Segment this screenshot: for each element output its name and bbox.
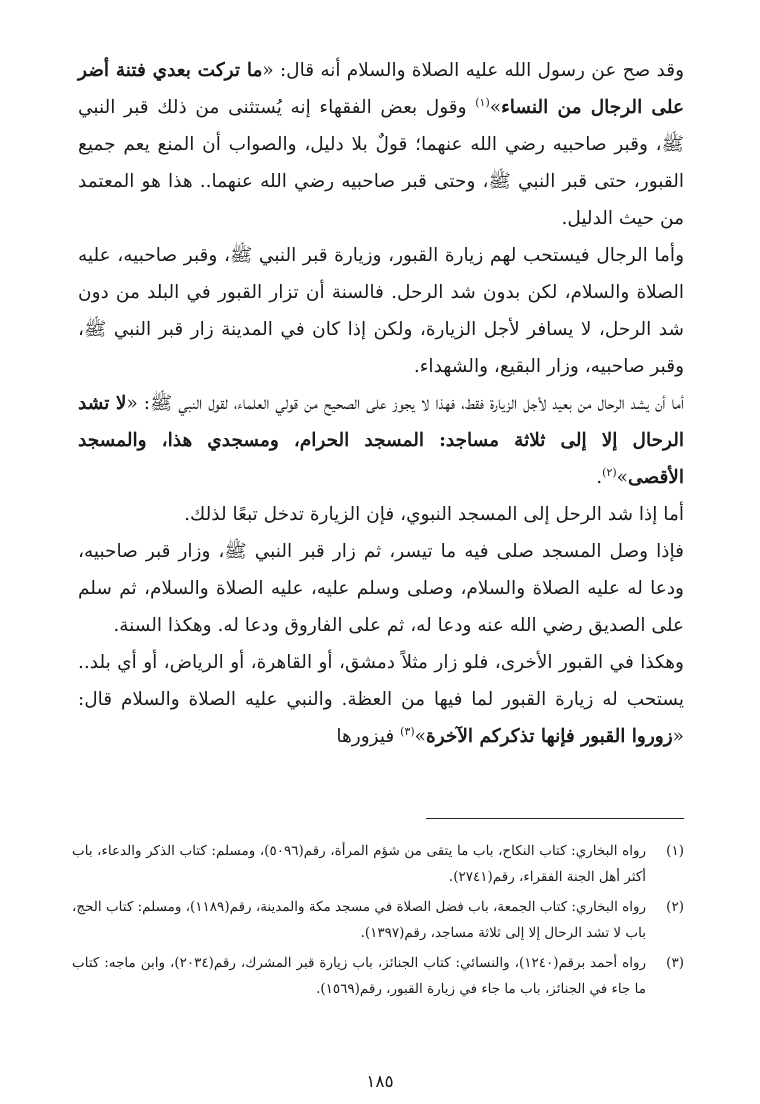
footnote-divider bbox=[426, 818, 684, 819]
text-run: وقد صح عن رسول الله عليه الصلاة والسلام أنه قال: « bbox=[262, 60, 685, 81]
hadith-quote: زوروا القبور فإنها تذكركم الآخرة bbox=[426, 726, 673, 747]
text-run: أما أن يشد الرحال من بعيد لأجل الزيارة فقط، فهذا لا يجوز على الصحيح من قولي العلماء، لقول النبي ﷺ: « bbox=[126, 393, 684, 414]
paragraph bbox=[78, 385, 684, 496]
footnote-number: (٢) bbox=[666, 899, 684, 915]
footnote-ref: (١) bbox=[475, 95, 490, 109]
paragraph bbox=[78, 644, 684, 755]
text-run: أما إذا شد الرحل إلى المسجد النبوي، فإن الزيارة تدخل تبعًا لذلك. bbox=[184, 504, 684, 525]
text-run: وهكذا في القبور الأخرى، فلو زار مثلاً دمشق، أو القاهرة، أو الرياض، أو أي بلد.. يستحب له زيارة القبور لما فيها من العظة. والنبي عليه الصلاة والسلام قال: « bbox=[78, 652, 684, 747]
text-run: فيزورها bbox=[336, 726, 401, 747]
footnote-text: رواه أحمد برقم(١٢٤٠)، والنسائي: كتاب الجنائز، باب زيارة قبر المشرك، رقم(٢٠٣٤)، وابن ماجه: كتاب ما جاء في الجنائز، باب ما جاء في زيارة القبور، رقم(١٥٦٩). bbox=[72, 955, 646, 997]
footnote-ref: (٣) bbox=[400, 724, 415, 738]
footnotes bbox=[72, 838, 684, 1006]
text-run: وقول بعض الفقهاء إنه يُستثنى من ذلك قبر النبي ﷺ، وقبر صاحبيه رضي الله عنهما؛ قولٌ بلا دليل، والصواب أن المنع يعم جميع القبور، حتى قبر النبي ﷺ، وحتى قبر صاحبيه رضي الله عنهما.. هذا هو المعتمد من حيث الدليل. bbox=[78, 97, 684, 229]
paragraph bbox=[78, 52, 684, 237]
hadith-quote: لا تشد الرحال إلا إلى ثلاثة مساجد: المسجد الحرام، ومسجدي هذا، والمسجد الأقصى bbox=[78, 393, 684, 488]
footnote bbox=[72, 950, 684, 1002]
paragraph bbox=[78, 237, 684, 385]
text-run: » bbox=[616, 467, 628, 488]
footnote bbox=[72, 894, 684, 946]
text-run: فإذا وصل المسجد صلى فيه ما تيسر، ثم زار قبر النبي ﷺ، وزار قبر صاحبيه، ودعا له عليه الصلاة والسلام، وصلى وسلم عليه، عليه الصلاة والسلام، ثم سلم على الصديق رضي الله عنه ودعا له، ثم على الفاروق ودعا له. وهكذا السنة. bbox=[78, 541, 684, 636]
footnote-number: (٣) bbox=[666, 955, 684, 971]
main-text bbox=[78, 52, 684, 755]
text-run: . bbox=[596, 467, 603, 488]
footnote-number: (١) bbox=[666, 843, 684, 859]
hadith-quote: ما تركت بعدي فتنة أضر على الرجال من النساء bbox=[78, 60, 685, 118]
footnote-text: رواه البخاري: كتاب الجمعة، باب فضل الصلاة في مسجد مكة والمدينة، رقم(١١٨٩)، ومسلم: كتاب الحج، باب لا تشد الرحال إلا إلى ثلاثة مساجد، رقم(١٣٩٧). bbox=[72, 899, 646, 941]
footnote-text: رواه البخاري: كتاب النكاح، باب ما يتقى من شؤم المرأة، رقم(٥٠٩٦)، ومسلم: كتاب الذكر والدعاء، باب أكثر أهل الجنة الفقراء، رقم(٢٧٤١). bbox=[72, 843, 646, 885]
paragraph bbox=[78, 533, 684, 644]
footnote-ref: (٢) bbox=[602, 465, 617, 479]
text-run: » bbox=[489, 97, 502, 118]
text-run: وأما الرجال فيستحب لهم زيارة القبور، وزيارة قبر النبي ﷺ، وقبر صاحبيه، عليه الصلاة والسلام، لكن بدون شد الرحل. فالسنة أن تزار القبور في البلد من دون شد الرحل، لا يسافر لأجل الزيارة، ولكن إذا كان في المدينة زار قبر النبي ﷺ، وقبر صاحبيه، وزار البقيع، والشهداء. bbox=[78, 245, 684, 377]
text-run: » bbox=[414, 726, 426, 747]
paragraph bbox=[78, 496, 684, 533]
footnote bbox=[72, 838, 684, 890]
page-number: ١٨٥ bbox=[366, 1072, 394, 1092]
